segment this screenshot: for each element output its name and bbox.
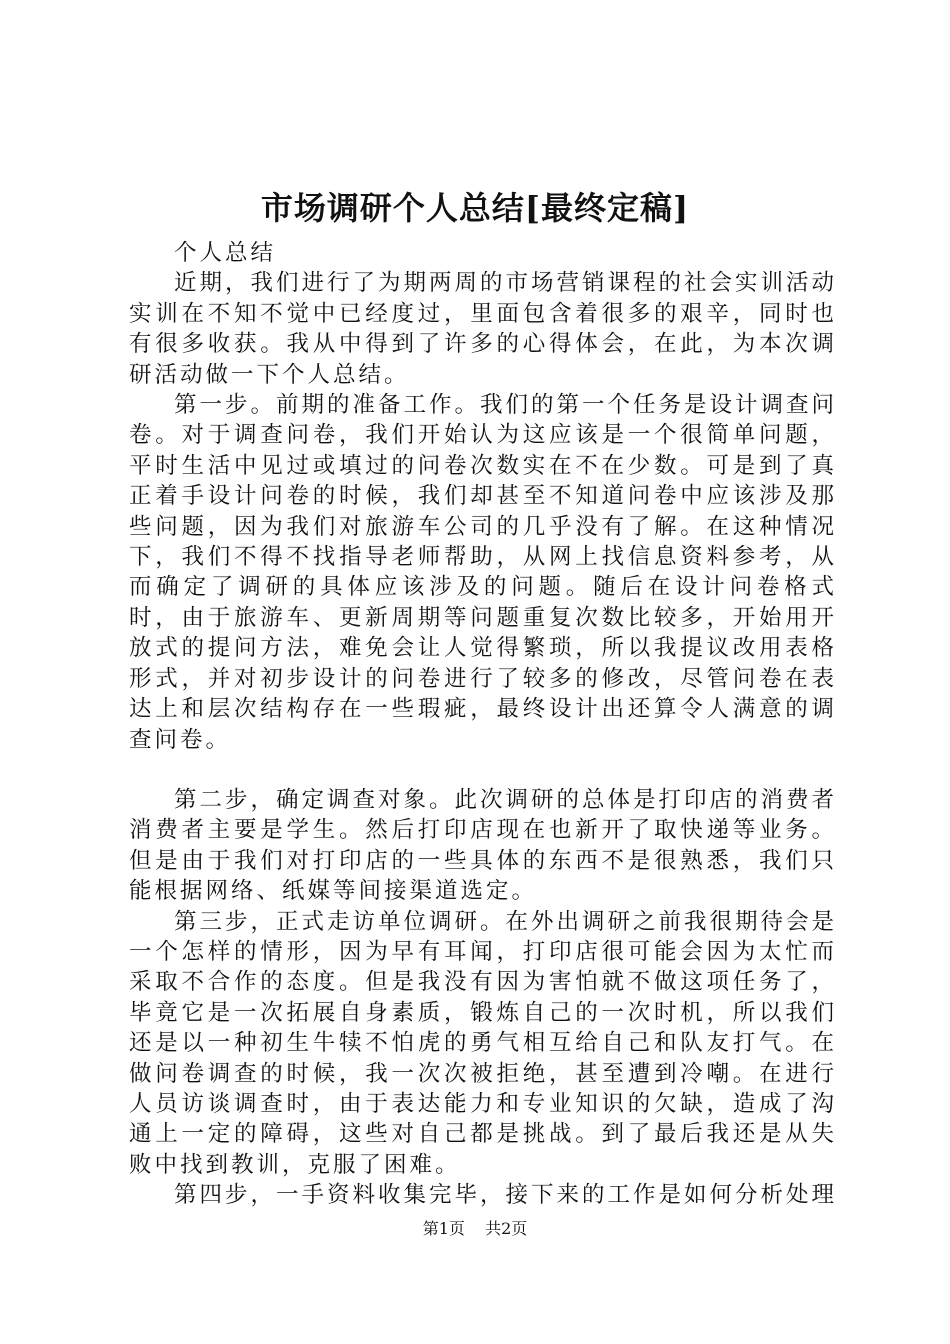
document-body <box>129 238 837 1211</box>
paragraph-step-four: 第四步，一手资料收集完毕，接下来的工作是如何分析处理 <box>174 1182 838 1209</box>
paragraph-heading: 个人总结 <box>174 240 277 266</box>
page-number-current: 第1页 <box>422 1219 465 1238</box>
paragraph-intro: 近期，我们进行了为期两周的市场营销课程的社会实训活动实训在不知不觉中已经度过，里面包含着很多的艰辛，同时也有很多收获。我从中得到了许多的心得体会，在此，为本次调研活动做一下个人总结。 <box>129 270 838 388</box>
paragraph-step-two: 第二步，确定调查对象。此次调研的总体是打印店的消费者消费者主要是学生。然后打印店现在也新开了取快递等业务。但是由于我们对打印店的一些具体的东西不是很熟悉，我们只能根据网络、纸媒等间接渠道选定。 <box>129 786 838 905</box>
page-footer <box>0 1218 950 1240</box>
page-number-total: 共2页 <box>485 1219 528 1238</box>
paragraph-step-three: 第三步，正式走访单位调研。在外出调研之前我很期待会是一个怎样的情形，因为早有耳闻，打印店很可能会因为太忙而采取不合作的态度。但是我没有因为害怕就不做这项任务了，毕竟它是一次拓展自身素质，锻炼自己的一次时机，所以我们还是以一种初生牛犊不怕虎的勇气相互给自己和队友打气。在做问卷调查的时候，我一次次被拒绝，甚至遭到冷嘲。在进行人员访谈调查时，由于表达能力和专业知识的欠缺，造成了沟通上一定的障碍，这些对自己都是挑战。到了最后我还是从失败中找到教训，克服了困难。 <box>129 908 838 1178</box>
document-title: 市场调研个人总结[最终定稿] <box>260 189 690 227</box>
paragraph-step-one: 第一步。前期的准备工作。我们的第一个任务是设计调查问卷。对于调查问卷，我们开始认为这应该是一个很简单问题，平时生活中见过或填过的问卷次数实在不在少数。可是到了真正着手设计问卷的时候，我们却甚至不知道问卷中应该涉及那些问题，因为我们对旅游车公司的几乎没有了解。在这种情况下，我们不得不找指导老师帮助，从网上找信息资料参考，从而确定了调研的具体应该涉及的问题。随后在设计问卷格式时，由于旅游车、更新周期等问题重复次数比较多，开始用开放式的提问方法，难免会让人觉得繁琐，所以我提议改用表格形式，并对初步设计的问卷进行了较多的修改，尽管问卷在表达上和层次结构存在一些瑕疵，最终设计出还算令人满意的调查问卷。 <box>129 392 838 753</box>
